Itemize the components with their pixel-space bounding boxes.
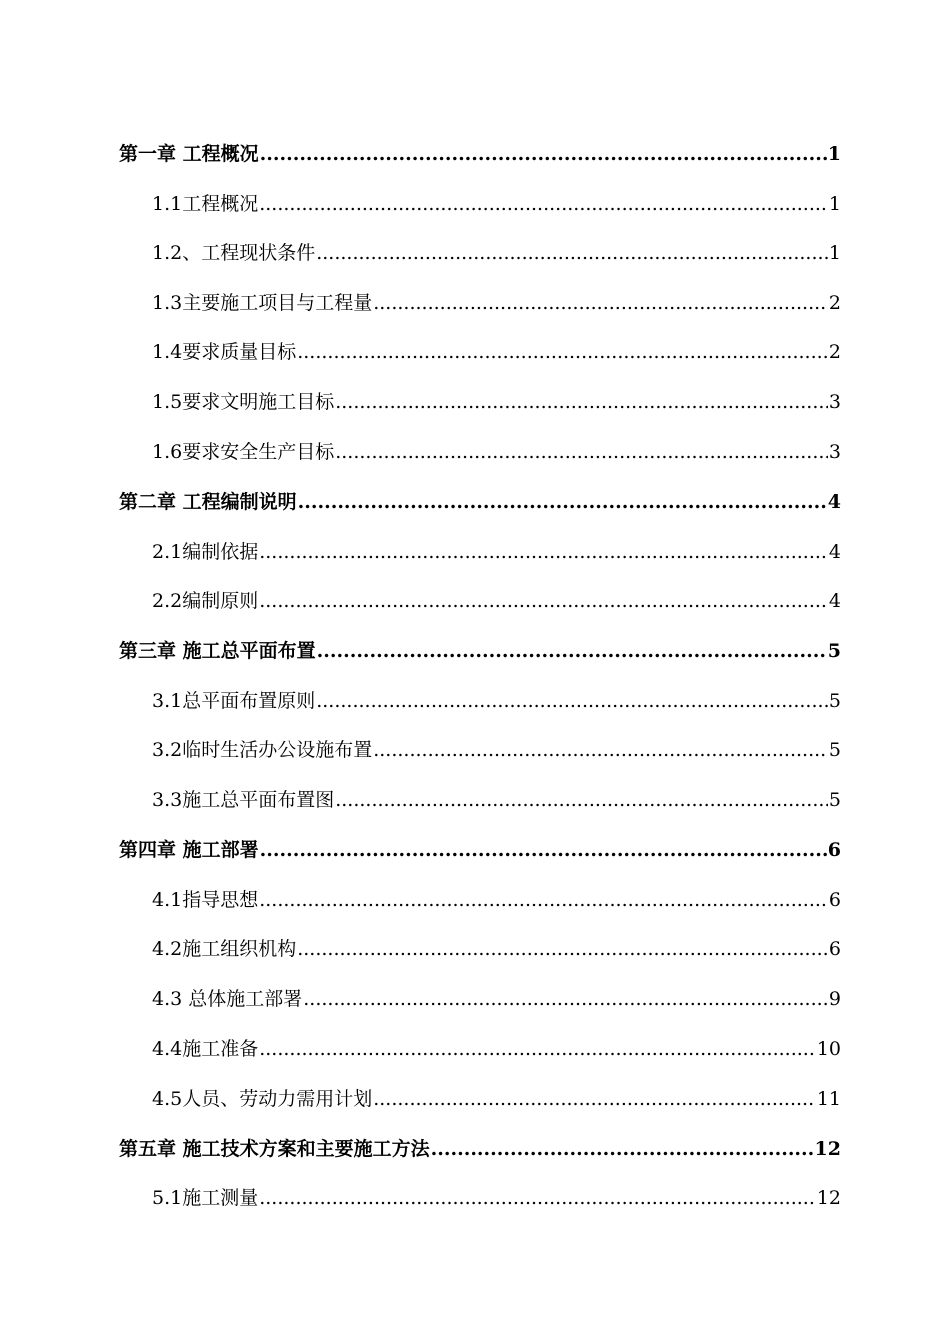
dot-leader [260,839,827,861]
toc-entry-section[interactable] [152,387,841,417]
toc-entry-label: 第四章 施工部署 [119,839,259,861]
toc-page-number: 3 [828,391,841,413]
toc-entry-label: 1.3主要施工项目与工程量 [152,292,373,314]
toc-entry-label: 1.2、工程现状条件 [152,242,316,264]
dot-leader [297,341,828,363]
dot-leader [316,242,828,264]
toc-page-number: 5 [828,789,841,811]
toc-entry-section[interactable] [152,337,841,367]
toc-page-number: 2 [828,341,841,363]
toc-page-number: 4 [828,590,841,612]
dot-leader [431,1138,814,1160]
dot-leader [259,590,828,612]
toc-page-number: 6 [828,889,841,911]
toc-entry-label: 4.5人员、劳动力需用计划 [152,1088,373,1110]
toc-entry-label: 第五章 施工技术方案和主要施工方法 [119,1138,430,1160]
toc-page-number: 5 [827,640,841,662]
toc-page-number: 1 [827,143,841,165]
toc-page-number: 12 [816,1187,841,1209]
toc-page-number: 1 [828,193,841,215]
toc-entry-label: 4.1指导思想 [152,889,259,911]
toc-entry-section[interactable] [152,735,841,765]
toc-entry-label: 5.1施工测量 [152,1187,259,1209]
toc-entry-section[interactable] [152,537,841,567]
toc-entry-chapter-4[interactable] [119,835,841,865]
toc-entry-label: 第一章 工程概况 [119,143,259,165]
toc-entry-label: 4.2施工组织机构 [152,938,297,960]
dot-leader [298,491,827,513]
toc-entry-section[interactable] [152,934,841,964]
toc-page-number: 4 [827,491,841,513]
toc-entry-section[interactable] [152,437,841,467]
dot-leader [316,690,828,712]
toc-entry-label: 4.3 总体施工部署 [152,988,303,1010]
dot-leader [317,640,827,662]
toc-page-number: 4 [828,541,841,563]
dot-leader [259,1187,816,1209]
toc-page-number: 1 [828,242,841,264]
toc-entry-section[interactable] [152,586,841,616]
dot-leader [303,988,828,1010]
dot-leader [373,1088,816,1110]
toc-entry-label: 1.1工程概况 [152,193,259,215]
toc-entry-label: 第三章 施工总平面布置 [119,640,316,662]
toc-page-number: 10 [816,1038,841,1060]
dot-leader [259,889,828,911]
toc-entry-label: 3.1总平面布置原则 [152,690,316,712]
toc-page-number: 12 [814,1138,841,1160]
dot-leader [259,1038,816,1060]
toc-entry-section[interactable] [152,885,841,915]
toc-page-number: 6 [827,839,841,861]
toc-entry-label: 1.4要求质量目标 [152,341,297,363]
toc-entry-label: 2.1编制依据 [152,541,259,563]
dot-leader [373,739,828,761]
toc-entry-section[interactable] [152,984,841,1014]
dot-leader [335,441,828,463]
toc-page-number: 2 [828,292,841,314]
toc-page-number: 6 [828,938,841,960]
dot-leader [260,143,827,165]
toc-page-number: 3 [828,441,841,463]
toc-entry-label: 第二章 工程编制说明 [119,491,297,513]
toc-entry-chapter-2[interactable] [119,487,841,517]
toc-entry-section[interactable] [152,238,841,268]
toc-entry-section[interactable] [152,1183,841,1213]
toc-entry-label: 2.2编制原则 [152,590,259,612]
dot-leader [335,789,828,811]
dot-leader [259,541,828,563]
toc-entry-label: 1.5要求文明施工目标 [152,391,335,413]
toc-entry-label: 4.4施工准备 [152,1038,259,1060]
toc-page-number: 9 [828,988,841,1010]
toc-entry-chapter-3[interactable] [119,636,841,666]
toc-entry-chapter-1[interactable] [119,139,841,169]
toc-entry-section[interactable] [152,1034,841,1064]
toc-entry-label: 3.3施工总平面布置图 [152,789,335,811]
toc-entry-section[interactable] [152,288,841,318]
toc-entry-section[interactable] [152,1084,841,1114]
toc-page-number: 11 [816,1088,841,1110]
toc-page-number: 5 [828,739,841,761]
dot-leader [335,391,828,413]
toc-entry-section[interactable] [152,189,841,219]
dot-leader [297,938,828,960]
toc-page-number: 5 [828,690,841,712]
toc-entry-label: 1.6要求安全生产目标 [152,441,335,463]
dot-leader [259,193,828,215]
toc-entry-chapter-5[interactable] [119,1134,841,1164]
dot-leader [373,292,828,314]
toc-entry-section[interactable] [152,686,841,716]
toc-entry-label: 3.2临时生活办公设施布置 [152,739,373,761]
toc-entry-section[interactable] [152,785,841,815]
